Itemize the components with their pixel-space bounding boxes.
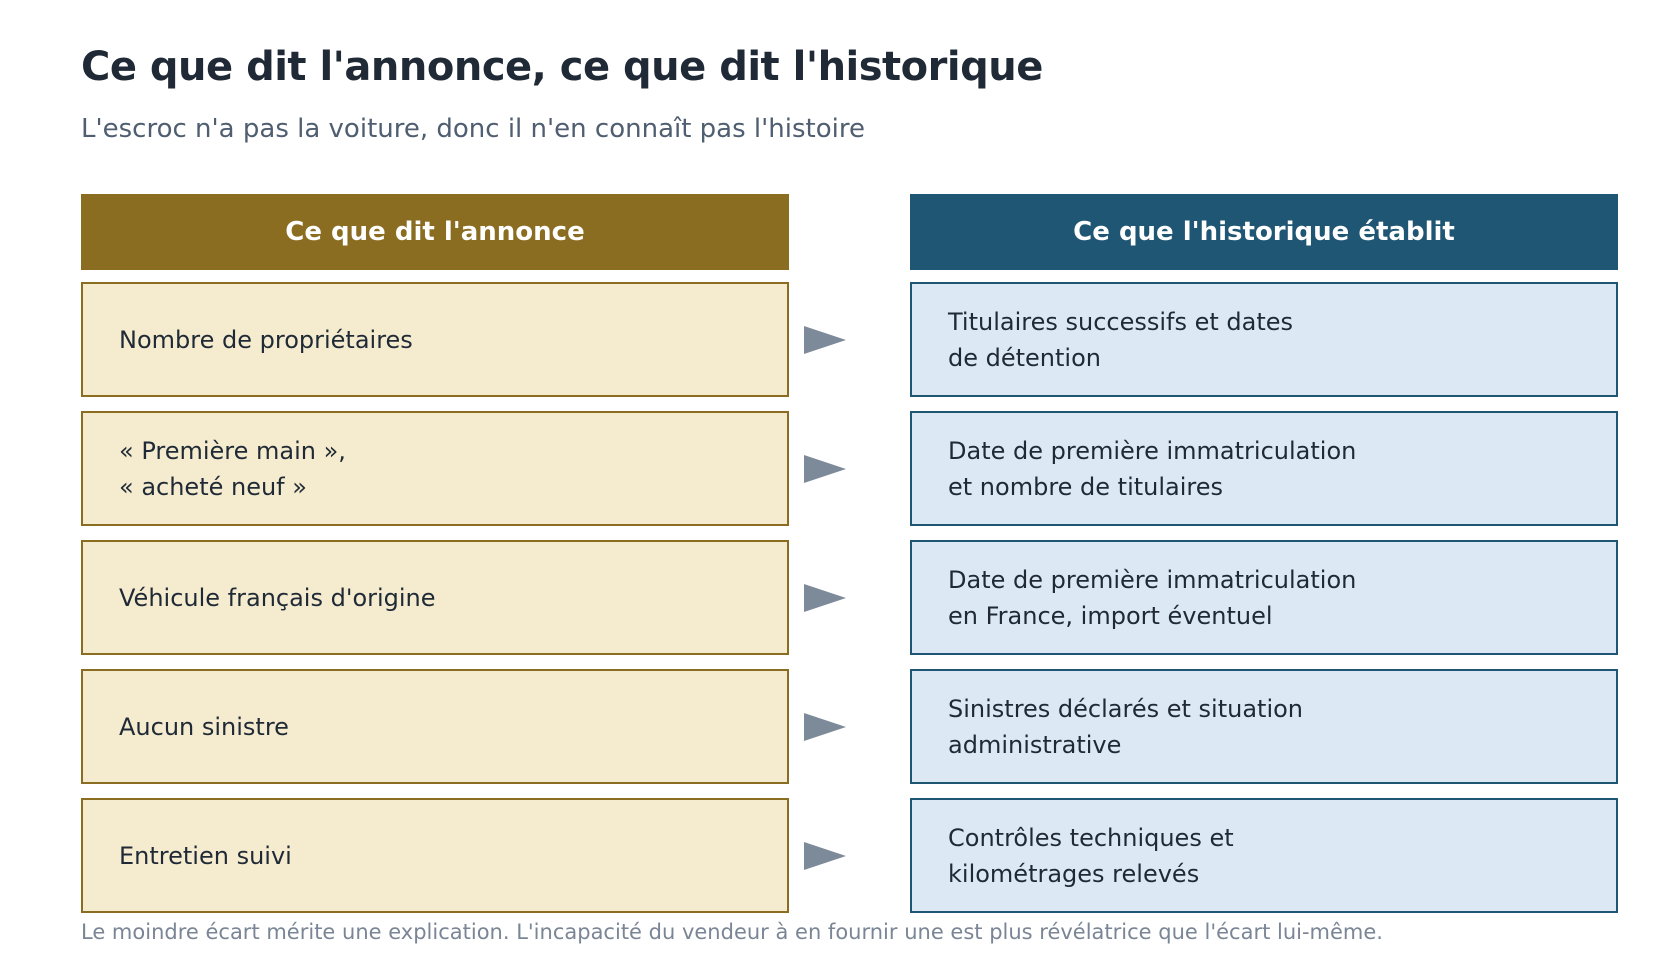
page-subtitle: L'escroc n'a pas la voiture, donc il n'en connaît pas l'histoire [81,114,865,144]
history-fact-box [910,540,1618,655]
history-fact-box [910,798,1618,913]
listing-claim-box [81,669,789,784]
page-title: Ce que dit l'annonce, ce que dit l'historique [81,44,1043,90]
history-fact-box [910,411,1618,526]
history-fact-text: Date de première immatriculation en France, import éventuel [948,565,1357,630]
listing-claim-text: Aucun sinistre [119,712,289,741]
listing-claim-box [81,411,789,526]
listing-claim-box [81,540,789,655]
right-arrow-icon [804,584,846,612]
column-header-listing: Ce que dit l'annonce [81,194,789,270]
column-header-history: Ce que l'historique établit [910,194,1618,270]
right-arrow-icon [804,455,846,483]
right-arrow-icon [804,713,846,741]
history-fact-box [910,282,1618,397]
history-fact-text: Titulaires successifs et dates de détention [948,307,1294,372]
listing-claim-text: « Première main », « acheté neuf » [119,436,346,501]
right-arrow-icon [804,842,846,870]
comparison-row [81,669,1619,784]
history-fact-box [910,669,1618,784]
comparison-row [81,411,1619,526]
listing-claim-box [81,282,789,397]
listing-claim-text: Nombre de propriétaires [119,325,413,354]
listing-claim-text: Véhicule français d'origine [119,583,436,612]
comparison-row [81,798,1619,913]
comparison-row [81,540,1619,655]
listing-claim-text: Entretien suivi [119,841,292,870]
comparison-row [81,282,1619,397]
listing-claim-box [81,798,789,913]
right-arrow-icon [804,326,846,354]
history-fact-text: Contrôles techniques et kilométrages relevés [948,823,1234,888]
history-fact-text: Date de première immatriculation et nombre de titulaires [948,436,1357,501]
footnote: Le moindre écart mérite une explication. L'incapacité du vendeur à en fournir une est plus révélatrice que l'écart lui-même. [81,920,1383,944]
history-fact-text: Sinistres déclarés et situation administrative [948,694,1304,759]
